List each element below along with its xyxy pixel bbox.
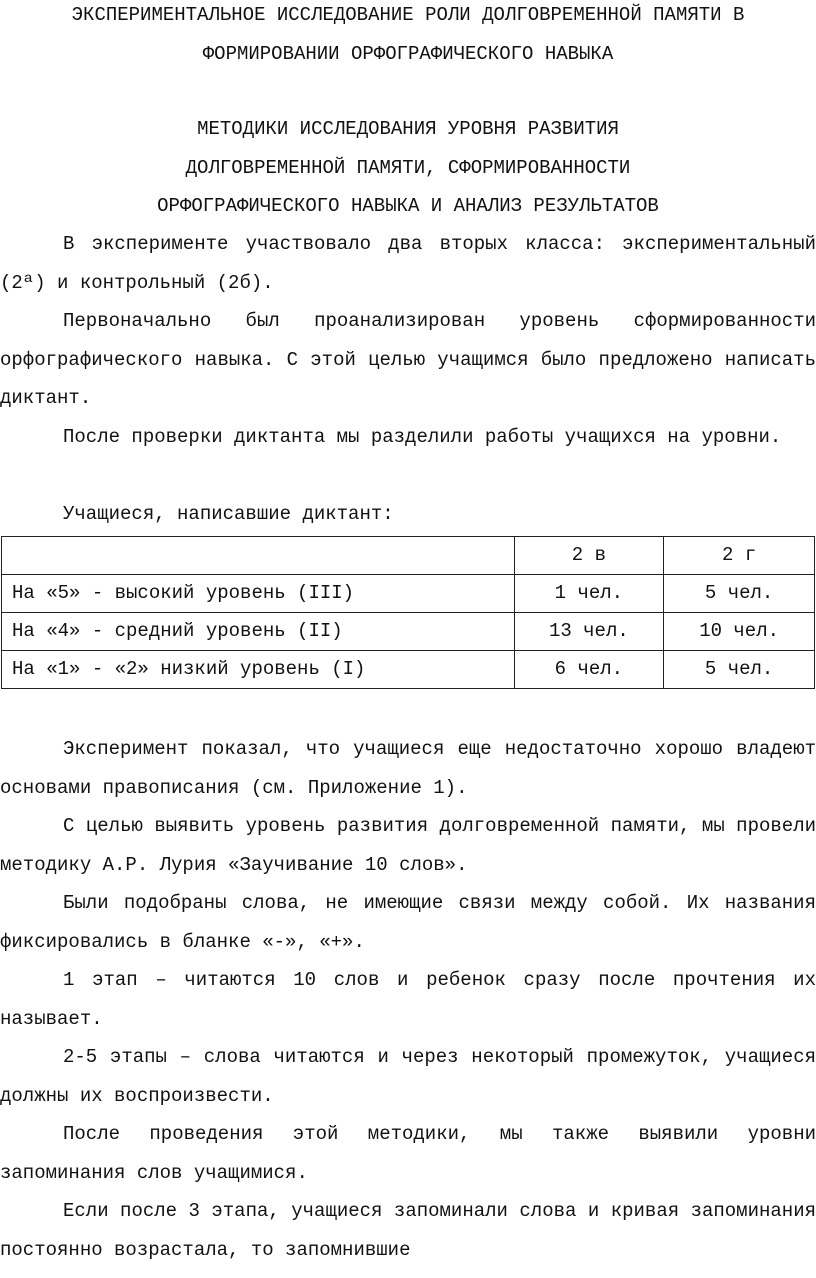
section-title [0,110,816,226]
title-line: ФОРМИРОВАНИИ ОРФОГРАФИЧЕСКОГО НАВЫКА [202,42,614,65]
section-title-line: ДОЛГОВРЕМЕННОЙ ПАМЯТИ, СФОРМИРОВАННОСТИ [185,156,631,179]
table-cell: 13 чел. [514,613,664,651]
paragraph: Учащиеся, написавшие диктант: [63,503,394,525]
table-row [2,651,815,689]
table-cell: 1 чел. [514,575,664,613]
paragraph: Были подобраны слова, не имеющие связи между собой. Их названия фиксировались в бланке «-», «+». [0,892,816,953]
table-header-row [2,537,815,575]
table-cell: На «1» - «2» низкий уровень (I) [2,651,515,689]
paragraph: 1 этап – читаются 10 слов и ребенок сразу после прочтения их называет. [0,969,816,1030]
paragraph: 2-5 этапы – слова читаются и через некоторый промежуток, учащиеся должны их воспроизвести. [0,1046,816,1107]
paragraph: После проведения этой методики, мы также выявили уровни запоминания слов учащимися. [0,1123,816,1184]
table-cell: На «5» - высокий уровень (III) [2,575,515,613]
table-header-cell: 2 г [664,537,815,575]
table-header-cell [2,537,515,575]
document-title [0,0,816,73]
paragraph: Если после 3 этапа, учащиеся запоминали слова и кривая запоминания постоянно возрастала, то запомнившие [0,1200,816,1261]
table-cell: 5 чел. [664,575,815,613]
table-cell: 10 чел. [664,613,815,651]
paragraph: В эксперименте участвовало два вторых класса: экспериментальный (2ª) и контрольный (2б). [0,233,816,294]
results-table [1,536,815,689]
paragraph: Первоначально был проанализирован уровень сформированности орфографического навыка. С этой целью учащимся было предложено написать диктант. [0,310,816,409]
title-line: ЭКСПЕРИМЕНТАЛЬНОЕ ИССЛЕДОВАНИЕ РОЛИ ДОЛГОВРЕМЕННОЙ ПАМЯТИ В [71,4,745,26]
table-cell: 6 чел. [514,651,664,689]
table-cell: На «4» - средний уровень (II) [2,613,515,651]
paragraph: С целью выявить уровень развития долговременной памяти, мы провели методику А.Р. Лурия «Заучивание 10 слов». [0,815,816,876]
section-title-line: МЕТОДИКИ ИССЛЕДОВАНИЯ УРОВНЯ РАЗВИТИЯ [197,118,619,140]
table-row [2,613,815,651]
table-header-cell: 2 в [514,537,664,575]
paragraph: Эксперимент показал, что учащиеся еще недостаточно хорошо владеют основами правописания (см. Приложение 1). [0,738,816,799]
table-cell: 5 чел. [664,651,815,689]
paragraph: После проверки диктанта мы разделили работы учащихся на уровни. [63,426,782,448]
section-title-line: ОРФОГРАФИЧЕСКОГО НАВЫКА И АНАЛИЗ РЕЗУЛЬТАТОВ [157,195,659,217]
table-row [2,575,815,613]
